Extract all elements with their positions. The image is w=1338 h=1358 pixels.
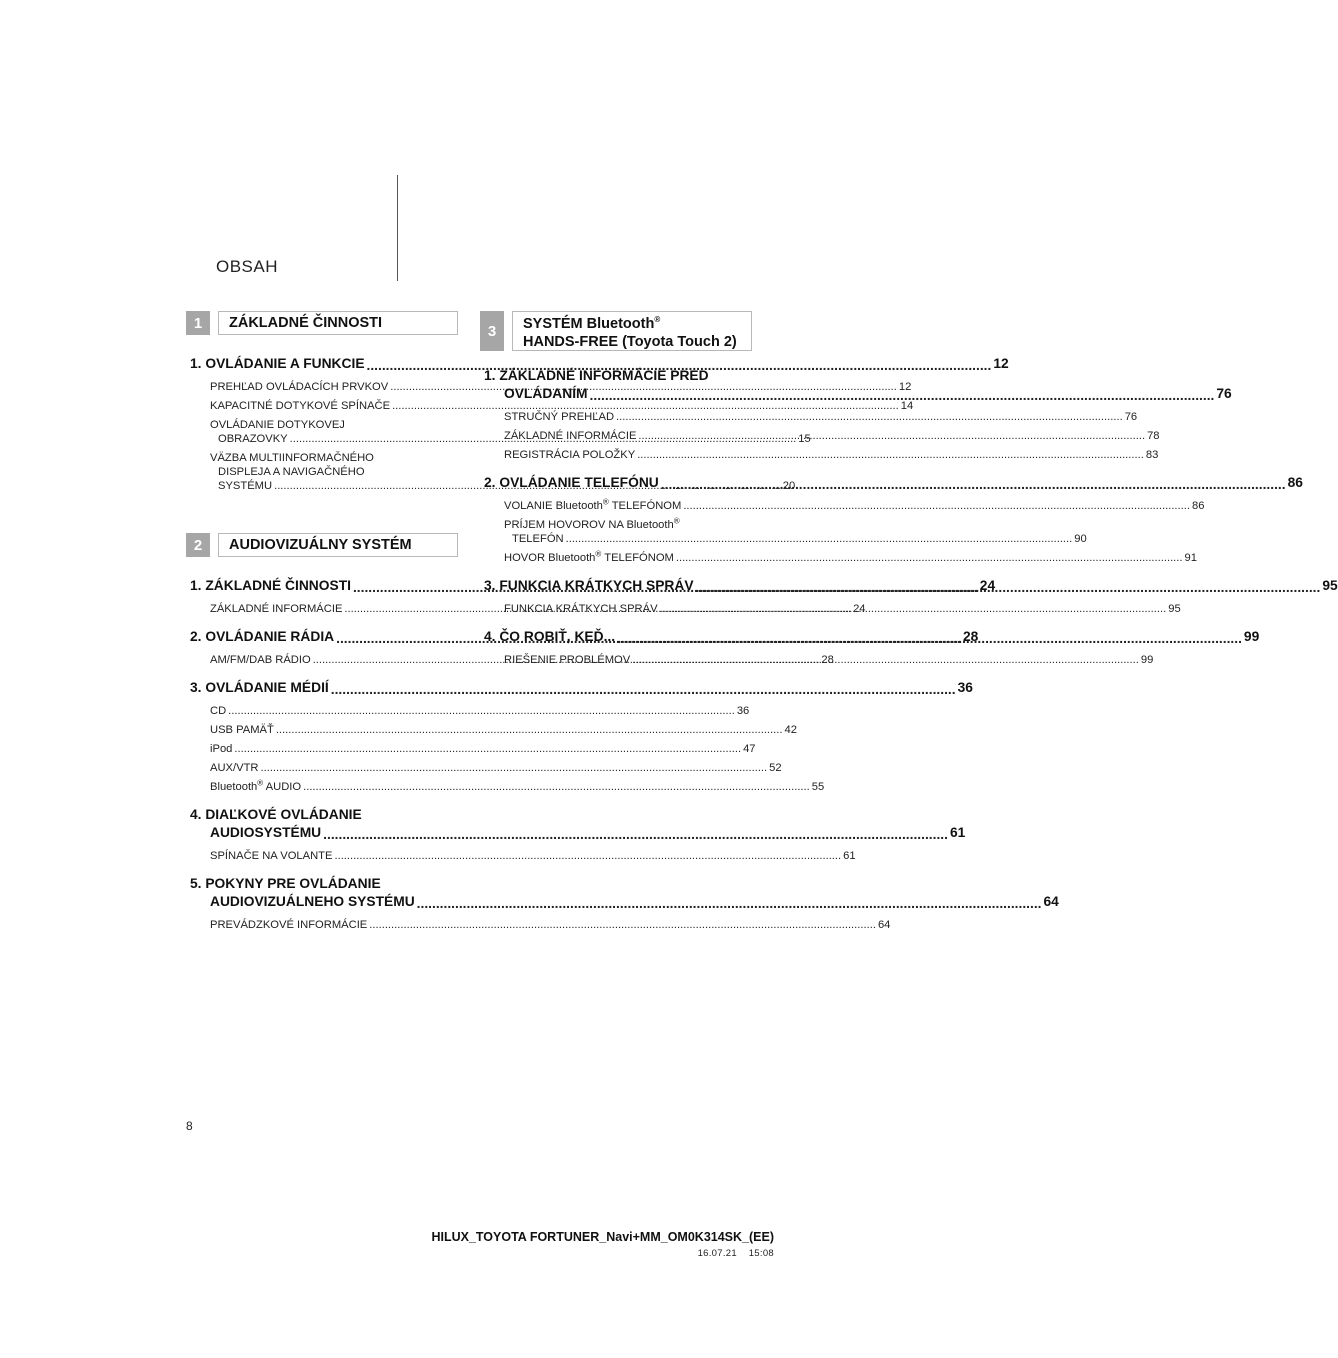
- chapter-zakladne-cinnosti[interactable]: 1. ZÁKLADNÉ ČINNOSTI ..... 24 ZÁKLADNÉ INFORMÁCIE ..... 24: [186, 577, 458, 616]
- chapter-ovladanie-radia[interactable]: 2. OVLÁDANIE RÁDIA ..... 28 AM/FM/DAB RÁDIO ..... 28: [186, 628, 458, 667]
- toc-entry[interactable]: CD ..... 36: [210, 704, 458, 718]
- chapter-title: 1. OVLÁDANIE A FUNKCIE: [190, 356, 365, 371]
- toc-entry[interactable]: RIEŠENIE PROBLÉMOV ..... 99: [504, 653, 752, 667]
- chapter-co-robit-ked[interactable]: 4. ČO ROBIŤ, KEĎ... ..... 99 RIEŠENIE PROBLÉMOV ..... 99: [480, 628, 752, 667]
- section-number-badge: 1: [186, 311, 210, 335]
- section-number-badge: 3: [480, 311, 504, 351]
- chapter-pokyny-pre-ovladanie[interactable]: 5. POKYNY PRE OVLÁDANIE AUDIOVIZUÁLNEHO SYSTÉMU ..... 64 PREVÁDZKOVÉ INFORMÁCIE ..... 64: [186, 875, 458, 932]
- chapter-ovladanie-medii[interactable]: 3. OVLÁDANIE MÉDIÍ ..... 36 CD ..... 36 USB PAMÄŤ ..... 42 iPod ..... 47 AUX/VTR ..... 52 Bluetooth® AUDIO ..... 55: [186, 679, 458, 794]
- toc-entry[interactable]: STRUČNÝ PREHĽAD ..... 76: [504, 410, 752, 424]
- section-title[interactable]: SYSTÉM Bluetooth® HANDS-FREE (Toyota Touch 2): [512, 311, 752, 351]
- toc-entry[interactable]: Bluetooth® AUDIO ..... 55: [210, 780, 458, 794]
- chapter-funkcia-kratkych-sprav[interactable]: 3. FUNKCIA KRÁTKYCH SPRÁV ..... 95 FUNKCIA KRÁTKYCH SPRÁV ..... 95: [480, 577, 752, 616]
- header-divider-line: [397, 175, 398, 281]
- toc-entry[interactable]: PRÍJEM HOVOROV NA Bluetooth® TELEFÓN ..... 90: [504, 518, 752, 546]
- toc-entry[interactable]: AM/FM/DAB RÁDIO ..... 28: [210, 653, 458, 667]
- toc-entry[interactable]: VOLANIE Bluetooth® TELEFÓNOM ..... 86: [504, 499, 752, 513]
- toc-entry[interactable]: VÄZBA MULTIINFORMAČNÉHO DISPLEJA A NAVIGAČNÉHO SYSTÉMU ..... 20: [210, 451, 458, 493]
- section-3-header: [480, 311, 752, 351]
- chapter-dialkove-ovladanie[interactable]: 4. DIAĽKOVÉ OVLÁDANIE AUDIOSYSTÉMU ..... 61 SPÍNAČE NA VOLANTE ..... 61: [186, 806, 458, 863]
- section-number-badge: 2: [186, 533, 210, 557]
- toc-entry[interactable]: SPÍNAČE NA VOLANTE ..... 61: [210, 849, 458, 863]
- chapter-ovladanie-telefonu[interactable]: 2. OVLÁDANIE TELEFÓNU ..... 86 VOLANIE Bluetooth® TELEFÓNOM ..... 86 PRÍJEM HOVOROV NA Bluetooth® TELEFÓN ..... 90 HOVOR Bluetooth® TELEFÓNOM ..... 91: [480, 474, 752, 565]
- toc-entry[interactable]: OVLÁDANIE DOTYKOVEJ OBRAZOVKY ..... 15: [210, 418, 458, 446]
- chapter-page: 12: [993, 356, 1009, 371]
- toc-entry[interactable]: iPod ..... 47: [210, 742, 458, 756]
- page-number: 8: [186, 1119, 193, 1133]
- toc-entry[interactable]: ZÁKLADNÉ INFORMÁCIE ..... 78: [504, 429, 752, 443]
- section-1-header: [186, 311, 458, 335]
- footer-document-id: HILUX_TOYOTA FORTUNER_Navi+MM_OM0K314SK_(EE): [431, 1230, 774, 1244]
- toc-entry[interactable]: AUX/VTR ..... 52: [210, 761, 458, 775]
- toc-entry[interactable]: PREHĽAD OVLÁDACÍCH PRVKOV ..... 12: [210, 380, 458, 394]
- toc-entry[interactable]: KAPACITNÉ DOTYKOVÉ SPÍNAČE ..... 14: [210, 399, 458, 413]
- chapter-zakladne-informacie[interactable]: 1. ZÁKLADNÉ INFORMÁCIE PRED OVLÁDANÍM ..... 76 STRUČNÝ PREHĽAD ..... 76 ZÁKLADNÉ INFORMÁCIE ..... 78 REGISTRÁCIA POLOŽKY ..... 83: [480, 367, 752, 462]
- toc-entry[interactable]: REGISTRÁCIA POLOŽKY ..... 83: [504, 448, 752, 462]
- toc-entry[interactable]: ZÁKLADNÉ INFORMÁCIE ..... 24: [210, 602, 458, 616]
- footer-timestamp: 16.07.21 15:08: [697, 1248, 774, 1259]
- section-title[interactable]: AUDIOVIZUÁLNY SYSTÉM: [218, 533, 458, 557]
- toc-entry[interactable]: USB PAMÄŤ ..... 42: [210, 723, 458, 737]
- toc-entry[interactable]: PREVÁDZKOVÉ INFORMÁCIE ..... 64: [210, 918, 458, 932]
- page-title: OBSAH: [216, 257, 279, 276]
- section-2-header: [186, 533, 458, 557]
- section-title[interactable]: ZÁKLADNÉ ČINNOSTI: [218, 311, 458, 335]
- toc-entry[interactable]: HOVOR Bluetooth® TELEFÓNOM ..... 91: [504, 551, 752, 565]
- toc-entry[interactable]: FUNKCIA KRÁTKYCH SPRÁV ..... 95: [504, 602, 752, 616]
